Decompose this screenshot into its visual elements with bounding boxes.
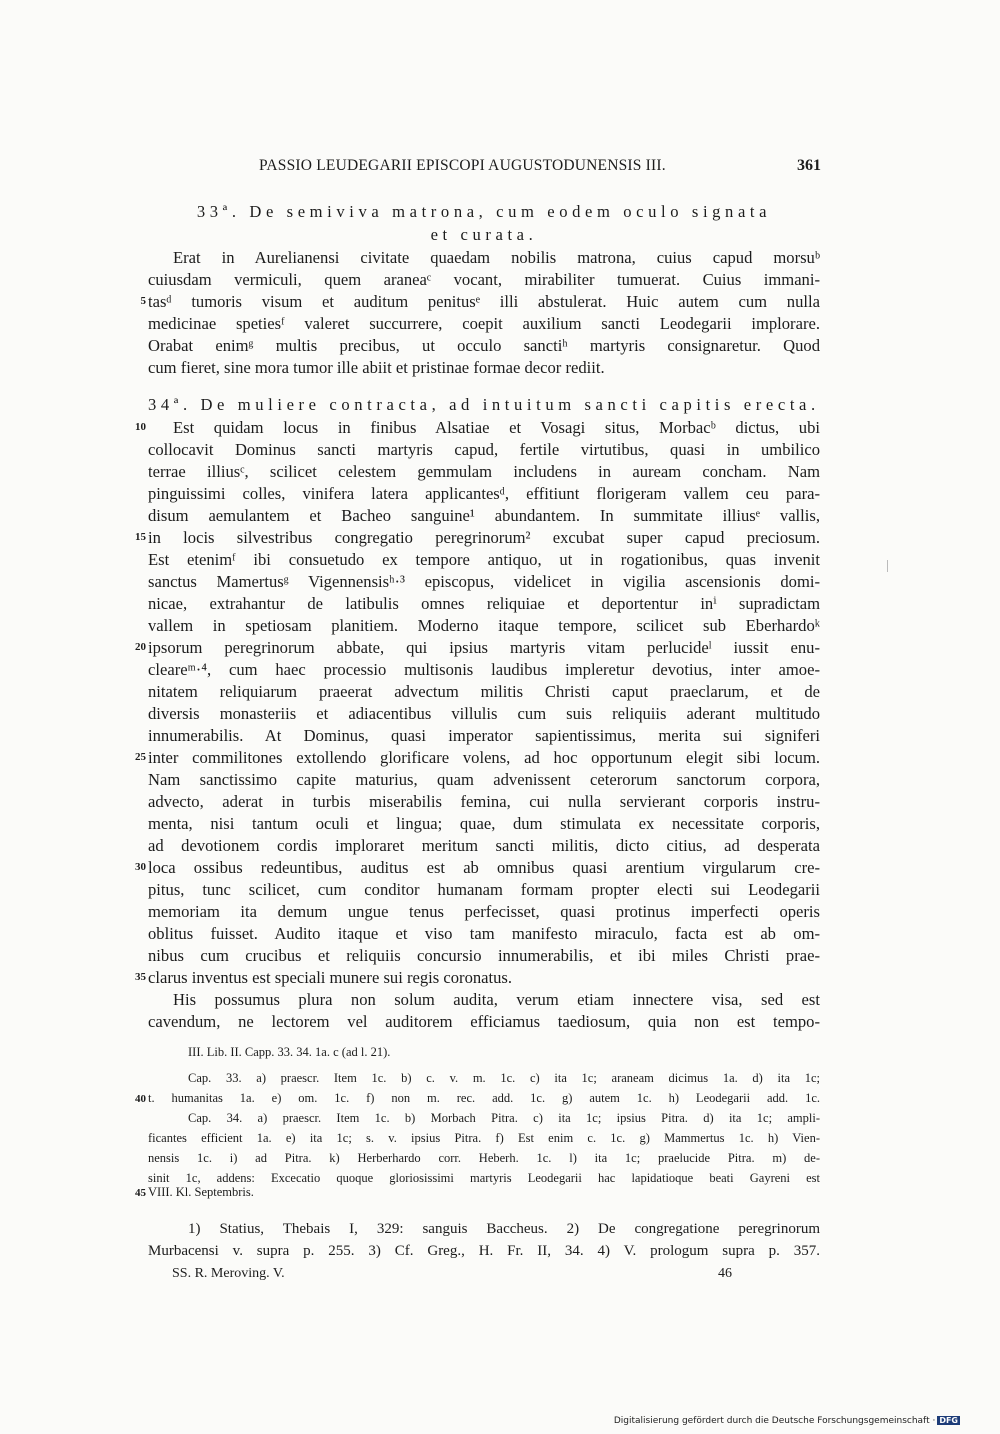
text-line: nitatem reliquiarum praeerat advectum militis Christi caput praeclarum, et de — [148, 682, 820, 701]
text-line: Orabat enimᵍ multis precibus, ut occulo sanctiʰ martyris consignaretur. Quod — [148, 336, 820, 355]
text-line: disum aemulantem et Bacheo sanguine¹ abundantem. In summitate illiusᵉ vallis, — [148, 506, 820, 525]
text-line: oblitus fuisset. Audito itaque et viso tam manifesto miraculo, facta est ab om- — [148, 924, 820, 943]
text-line: cleareᵐ·⁴, cum haec processio multisonis laudibus impleretur devotius, inter amoe- — [148, 660, 820, 679]
credit-text: Digitalisierung gefördert durch die Deutsche Forschungsgemeinschaft · — [613, 1416, 936, 1426]
margin-mark — [887, 560, 888, 572]
text-line: cum fieret, sine mora tumor ille abiit et pristinae formae decor rediit. — [148, 358, 605, 377]
text-line: Erat in Aurelianensi civitate quaedam nobilis matrona, cuius capud morsuᵇ — [173, 248, 820, 267]
text-line: advecto, aderat in turbis miserabilis femina, cui nulla servierant corporis instru- — [148, 792, 820, 811]
running-head — [259, 157, 821, 179]
running-title: PASSIO LEUDEGARII EPISCOPI AUGUSTODUNENSIS III. — [259, 157, 666, 174]
text-line: nibus cum crucibus et reliquiis concursio innumerabilis, et ibi miles Christi prae- — [148, 946, 820, 965]
footnote-line: Murbacensi v. supra p. 255. 3) Cf. Greg., H. Fr. II, 34. 4) V. prologum supra p. 357. — [148, 1243, 820, 1259]
text-line: diversis monasteriis et adiacentibus villulis cum suis reliquiis aderant multitudo — [148, 704, 820, 723]
text-line: cavendum, ne lectorem vel auditorem efficiamus taediosum, quia non est tempo- — [148, 1012, 820, 1031]
text-line: in locis silvestribus congregatio peregrinorum² excubat super capud preciosum. — [148, 528, 820, 547]
footnote-line: 1) Statius, Thebais I, 329: sanguis Baccheus. 2) De congregatione peregrinorum — [188, 1221, 820, 1237]
apparatus-line: t. humanitas 1a. e) om. 1c. f) non m. rec. add. 1c. g) autem 1c. h) Leodegarii add. 1c. — [148, 1091, 820, 1105]
text-line: cuiusdam vermiculi, quem araneaᶜ vocant, mirabiliter tumuerat. Cuius immani- — [148, 270, 820, 289]
page-number: 361 — [797, 157, 821, 174]
text-line: vallem in spetiosam planitiem. Moderno itaque tempore, scilicet sub Eberhardoᵏ — [148, 616, 820, 635]
apparatus-line: nensis 1c. i) ad Pitra. k) Herberhardo corr. Heberh. 1c. l) ita 1c; praelucide Pitra. m) de- — [148, 1151, 820, 1165]
apparatus-line: Cap. 33. a) praescr. Item 1c. b) c. v. m. 1c. c) ita 1c; araneam dicimus 1a. d) ita 1c; — [188, 1071, 820, 1085]
sheet-number: 46 — [718, 1266, 732, 1281]
dfg-logo: DFG — [939, 1416, 958, 1425]
line-number: 20 — [135, 641, 146, 653]
chapter-33-heading: 33ª. De semiviva matrona, cum eodem oculo signata — [196, 202, 772, 221]
text-line: menta, nisi tantum oculi et lingua; quae, dum stimulata ex necessitate corporis, — [148, 814, 820, 833]
text-line: Est etenimᶠ ibi consuetudo ex tempore antiquo, ut in rogationibus, quas invenit — [148, 550, 820, 569]
digitization-credit — [614, 1416, 960, 1426]
text-line: loca ossibus redeuntibus, auditus est ab omnibus quasi arentium virgularum cre- — [148, 858, 820, 877]
line-number: 40 — [135, 1093, 146, 1105]
text-line: His possumus plura non solum audita, verum etiam innectere visa, sed est — [173, 990, 820, 1009]
apparatus-line: ficantes efficient 1a. e) ita 1c; s. v. ipsius Pitra. f) Est enim c. 1c. g) Mammertus 1c. h) Vien- — [148, 1131, 820, 1145]
text-line: Est quidam locus in finibus Alsatiae et Vosagi situs, Morbacᵇ dictus, ubi — [173, 418, 820, 437]
apparatus-line: sinit 1c, addens: Excecatio quoque gloriosissimi martyris Leodegarii hac lapidatioque beati Gayreni est — [148, 1171, 820, 1185]
text-line: ad devotionem cordis imploraret meritum sancti militis, dicto citius, ad desperata — [148, 836, 820, 855]
chapter-33-heading-cont: et curata. — [430, 225, 538, 244]
text-line: ipsorum peregrinorum abbate, qui ipsius martyris vitam perlucideˡ iussit enu- — [148, 638, 820, 657]
text-line: collocavit Dominus sancti martyris capud, fertile virtutibus, quasi in umbilico — [148, 440, 820, 459]
text-line: inter commilitones extollendo glorificare volens, ad hoc opportunum elegit sibi locum. — [148, 748, 820, 767]
text-line: tasᵈ tumoris visum et auditum penitusᵉ illi abstulerat. Huic autem cum nulla — [148, 292, 820, 311]
line-number: 10 — [135, 421, 146, 433]
series-signature: SS. R. Meroving. V. — [172, 1266, 285, 1281]
text-line: memoriam ita demum ungue tenus perfecisset, quasi protinus imperfecti operis — [148, 902, 820, 921]
line-number: 30 — [135, 861, 146, 873]
signature-line — [172, 1263, 732, 1285]
text-line: pinguissimi colles, vinifera latera applicantesᵈ, effitiunt florigeram vallem ceu para- — [148, 484, 820, 503]
text-line: innumerabilis. At Dominus, quasi imperator sapientissimus, merita sui signiferi — [148, 726, 820, 745]
text-line: pitus, tunc scilicet, cum conditor humanam formam propter electi sui Leodegarii — [148, 880, 820, 899]
apparatus-line: VIII. Kl. Septembris. — [148, 1185, 254, 1199]
text-line: Nam sanctissimo capite maturius, quam advenissent ceterorum sanctorum corpora, — [148, 770, 820, 789]
text-line: clarus inventus est speciali munere sui regis coronatus. — [148, 968, 513, 987]
line-number: 15 — [135, 531, 146, 543]
line-number: 35 — [135, 971, 146, 983]
apparatus-line: Cap. 34. a) praescr. Item 1c. b) Morbach Pitra. c) ita 1c; ipsius Pitra. d) ita 1c; ampli- — [188, 1111, 820, 1125]
line-number: 45 — [135, 1187, 146, 1199]
line-number: 25 — [135, 751, 146, 763]
apparatus-line: III. Lib. II. Capp. 33. 34. 1a. c (ad l. 21). — [188, 1045, 391, 1059]
text-line: nicae, extrahantur de latibulis omnes reliquiae et deportentur inⁱ supradictam — [148, 594, 820, 613]
line-number: 5 — [140, 295, 146, 307]
chapter-34-heading: 34ª. De muliere contracta, ad intuitum sancti capitis erecta. — [148, 395, 820, 414]
text-line: terrae illiusᶜ, scilicet celestem gemmulam includens in auream concham. Nam — [148, 462, 820, 481]
text-line: medicinae spetiesᶠ valeret succurrere, coepit auxilium sancti Leodegarii implorare. — [148, 314, 820, 333]
text-line: sanctus Mamertusᵍ Vigennensisʰ·³ episcopus, videlicet in vigilia ascensionis domi- — [148, 572, 820, 591]
